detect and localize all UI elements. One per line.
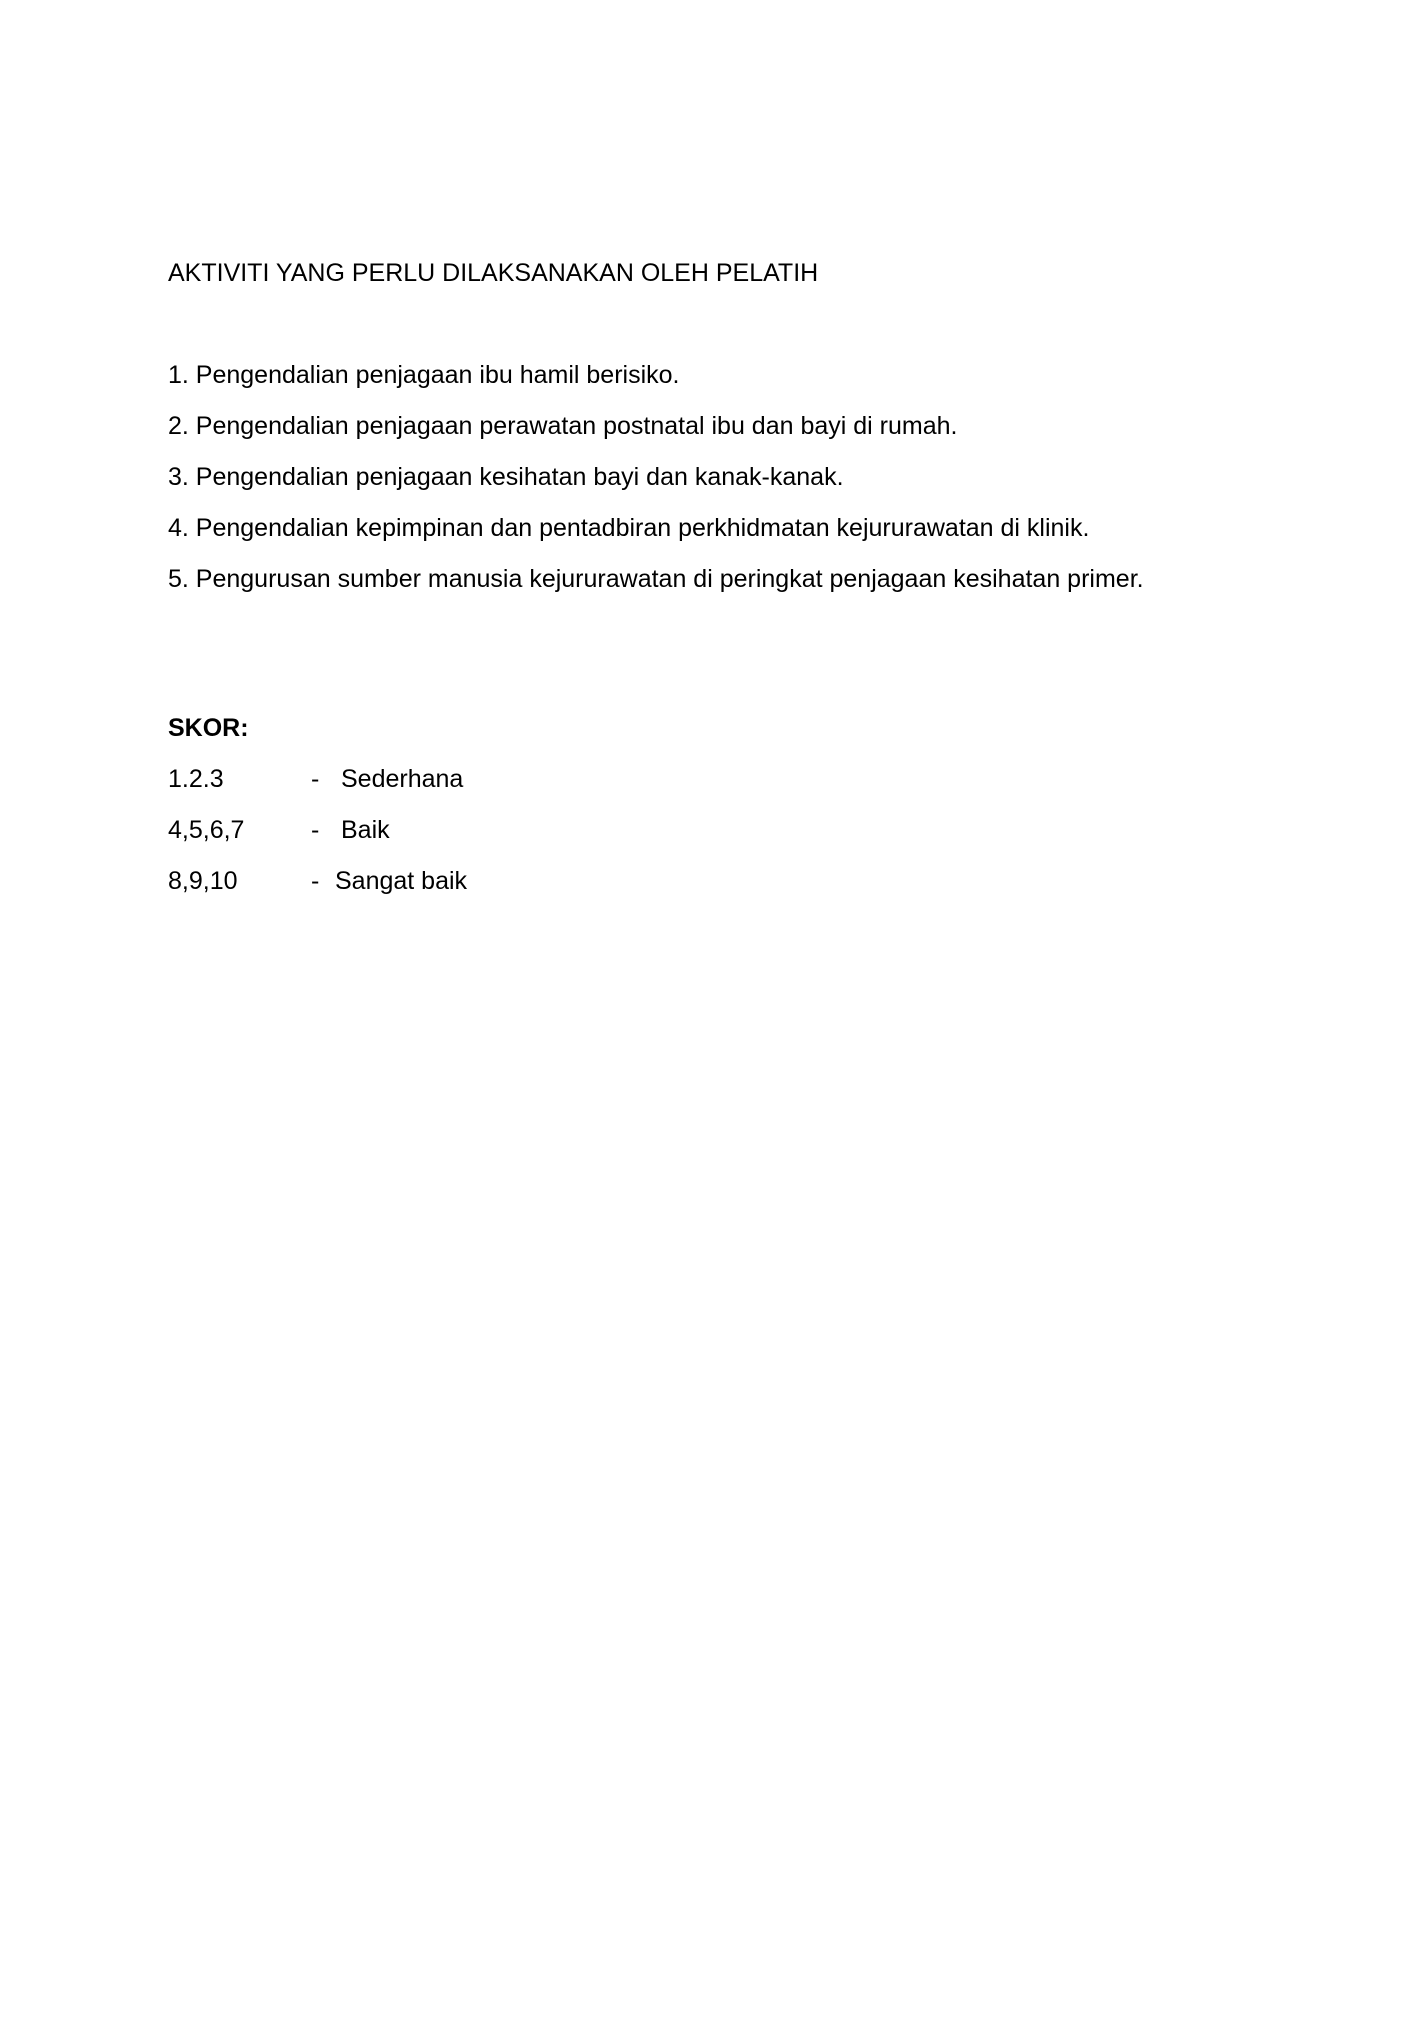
skor-range: 8,9,10 xyxy=(168,867,238,895)
page-heading: AKTIVITI YANG PERLU DILAKSANAKAN OLEH PELATIH xyxy=(168,259,819,287)
skor-dash: - xyxy=(311,765,320,793)
skor-label: Baik xyxy=(341,816,390,844)
activity-list xyxy=(168,360,1144,615)
list-item: 3. Pengendalian penjagaan kesihatan bayi dan kanak-kanak. xyxy=(168,463,844,491)
skor-range: 1.2.3 xyxy=(168,765,224,793)
skor-dash: - xyxy=(311,867,320,895)
list-item: 4. Pengendalian kepimpinan dan pentadbiran perkhidmatan kejururawatan di klinik. xyxy=(168,514,1090,542)
list-item: 1. Pengendalian penjagaan ibu hamil berisiko. xyxy=(168,361,680,389)
skor-dash: - xyxy=(311,816,320,844)
list-item: 5. Pengurusan sumber manusia kejururawatan di peringkat penjagaan kesihatan primer. xyxy=(168,565,1144,593)
skor-range: 4,5,6,7 xyxy=(168,816,245,844)
list-item: 2. Pengendalian penjagaan perawatan postnatal ibu dan bayi di rumah. xyxy=(168,412,958,440)
skor-label: Sederhana xyxy=(341,765,464,793)
skor-label: Sangat baik xyxy=(335,867,468,895)
skor-title: SKOR: xyxy=(168,714,249,742)
